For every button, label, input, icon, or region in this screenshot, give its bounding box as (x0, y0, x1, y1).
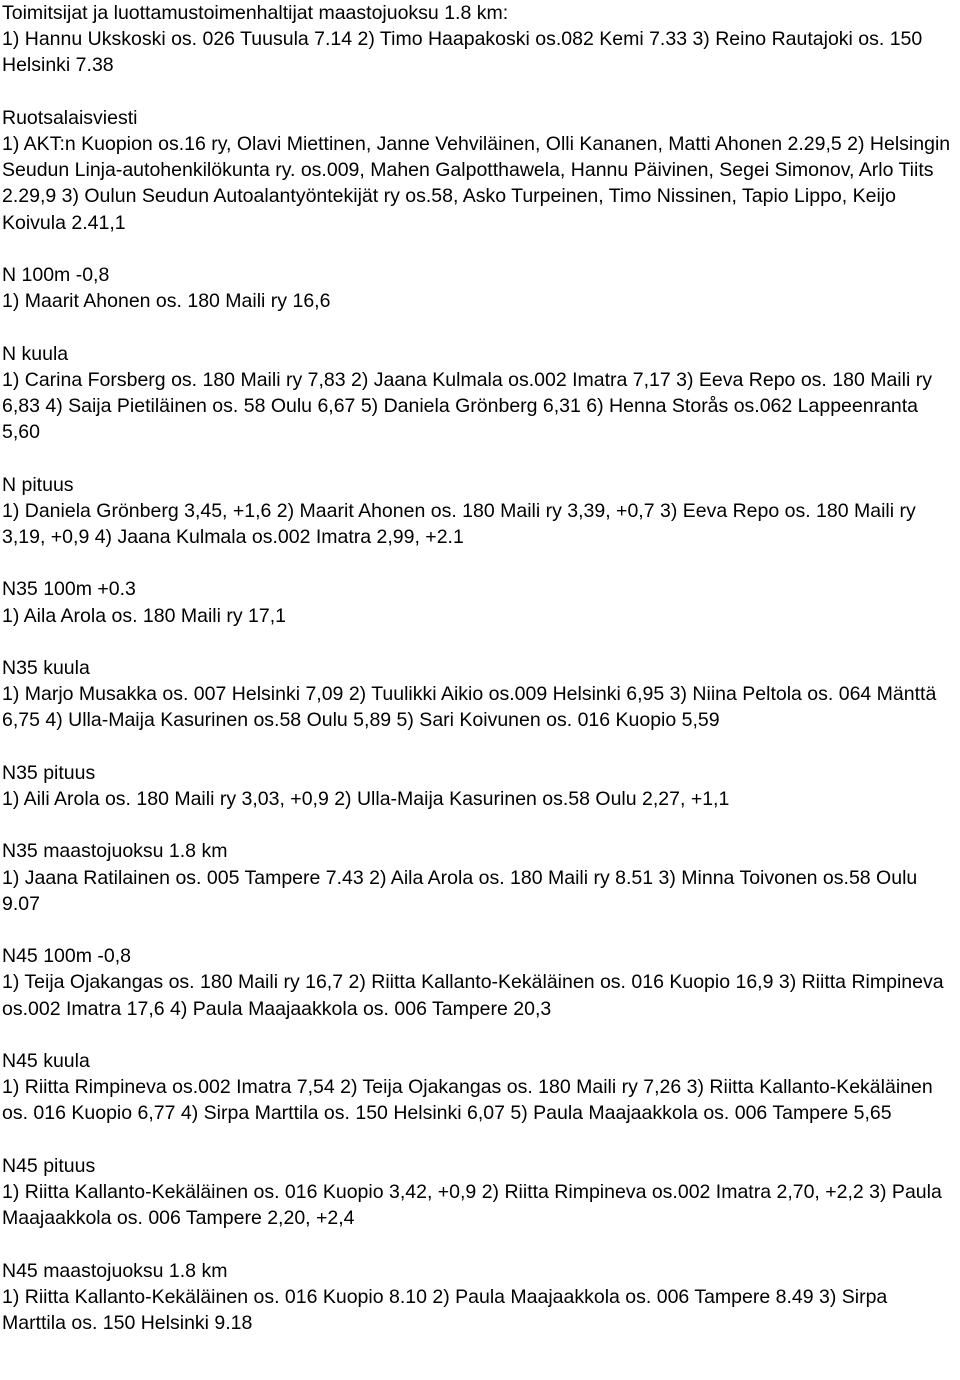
n35-cross-country-section (2, 838, 952, 917)
section-results: 1) Aili Arola os. 180 Maili ry 3,03, +0,9 2) Ulla-Maija Kasurinen os.58 Oulu 2,27, +1,1 (2, 787, 730, 810)
n45-long-jump-section (2, 1153, 952, 1232)
section-results: 1) AKT:n Kuopion os.16 ry, Olavi Miettinen, Janne Vehviläinen, Olli Kananen, Matti Ahonen 2.29,5 2) Helsingin Seudun Linja-autohenkilökunta ry. os.009, Mahen Galpotthawela, Hannu Päivinen, Segei Simonov, Arlo Tiits 2.29,9 3) Oulun Seudun Autoalantyöntekijät ry os.58, Asko Turpeinen, Timo Nissinen, Tapio Lippo, Keijo Koivula 2.41,1 (2, 133, 951, 234)
section-results: 1) Hannu Ukskoski os. 026 Tuusula 7.14 2) Timo Haapakoski os.082 Kemi 7.33 3) Reino Rautajoki os. 150 Helsinki 7.38 (2, 28, 923, 77)
n35-100m-section (2, 576, 952, 628)
section-results: 1) Daniela Grönberg 3,45, +1,6 2) Maarit Ahonen os. 180 Maili ry 3,39, +0,7 3) Eeva Repo os. 180 Maili ry 3,19, +0,9 4) Jaana Kulmala os.002 Imatra 2,99, +2.1 (2, 499, 916, 548)
n35-shot-put-section (2, 655, 952, 734)
section-heading: Toimitsijat ja luottamustoimenhaltijat maastojuoksu 1.8 km: (2, 2, 509, 24)
section-heading: N45 100m -0,8 (2, 945, 131, 968)
section-heading: N45 maastojuoksu 1.8 km (2, 1259, 228, 1282)
section-heading: N35 maastojuoksu 1.8 km (2, 840, 228, 863)
swedish-relay-section (2, 105, 952, 236)
n45-shot-put-section (2, 1048, 952, 1127)
n45-100m-section (2, 943, 952, 1022)
section-heading: Ruotsalaisviesti (2, 106, 138, 129)
section-heading: N35 pituus (2, 761, 96, 784)
section-results: 1) Marjo Musakka os. 007 Helsinki 7,09 2) Tuulikki Aikio os.009 Helsinki 6,95 3) Niina Peltola os. 064 Mänttä 6,75 4) Ulla-Maija Kasurinen os.58 Oulu 5,89 5) Sari Koivunen os. 016 Kuopio 5,59 (2, 683, 937, 732)
section-results: 1) Riitta Rimpineva os.002 Imatra 7,54 2) Teija Ojakangas os. 180 Maili ry 7,26 3) Riitta Kallanto-Kekäläinen os. 016 Kuopio 6,77 4) Sirpa Marttila os. 150 Helsinki 6,07 5) Paula Maajaakkola os. 006 Tampere 5,65 (2, 1076, 933, 1125)
section-results: 1) Carina Forsberg os. 180 Maili ry 7,83 2) Jaana Kulmala os.002 Imatra 7,17 3) Eeva Repo os. 180 Maili ry 6,83 4) Saija Pietiläinen os. 58 Oulu 6,67 5) Daniela Grönberg 6,31 6) Henna Storås os.062 Lappeenranta 5,60 (2, 368, 932, 444)
results-document (2, 0, 952, 1362)
n45-cross-country-section (2, 1258, 952, 1337)
section-heading: N 100m -0,8 (2, 264, 110, 286)
section-heading: N pituus (2, 473, 74, 496)
n35-long-jump-section (2, 760, 952, 812)
section-results: 1) Jaana Ratilainen os. 005 Tampere 7.43 2) Aila Arola os. 180 Maili ry 8.51 3) Minna Toivonen os.58 Oulu 9.07 (2, 866, 918, 915)
section-results: 1) Aila Arola os. 180 Maili ry 17,1 (2, 604, 286, 627)
section-heading: N35 kuula (2, 656, 90, 679)
section-results: 1) Teija Ojakangas os. 180 Maili ry 16,7 2) Riitta Kallanto-Kekäläinen os. 016 Kuopio 16,9 3) Riitta Rimpineva os.002 Imatra 17,6 4) Paula Maajaakkola os. 006 Tampere 20,3 (2, 971, 944, 1020)
section-results: 1) Maarit Ahonen os. 180 Maili ry 16,6 (2, 290, 331, 313)
n-100m-section (2, 262, 952, 314)
section-results: 1) Riitta Kallanto-Kekäläinen os. 016 Kuopio 3,42, +0,9 2) Riitta Rimpineva os.002 Imatra 2,70, +2,2 3) Paula Maajaakkola os. 006 Tampere 2,20, +2,4 (2, 1180, 942, 1230)
officials-cross-country-section (2, 0, 952, 79)
section-results: 1) Riitta Kallanto-Kekäläinen os. 016 Kuopio 8.10 2) Paula Maajaakkola os. 006 Tampere 8.49 3) Sirpa Marttila os. 150 Helsinki 9.18 (2, 1285, 888, 1334)
n-shot-put-section (2, 341, 952, 446)
section-heading: N45 pituus (2, 1154, 96, 1177)
section-heading: N45 kuula (2, 1049, 90, 1072)
section-heading: N35 100m +0.3 (2, 578, 136, 601)
section-heading: N kuula (2, 342, 69, 365)
n-long-jump-section (2, 472, 952, 551)
